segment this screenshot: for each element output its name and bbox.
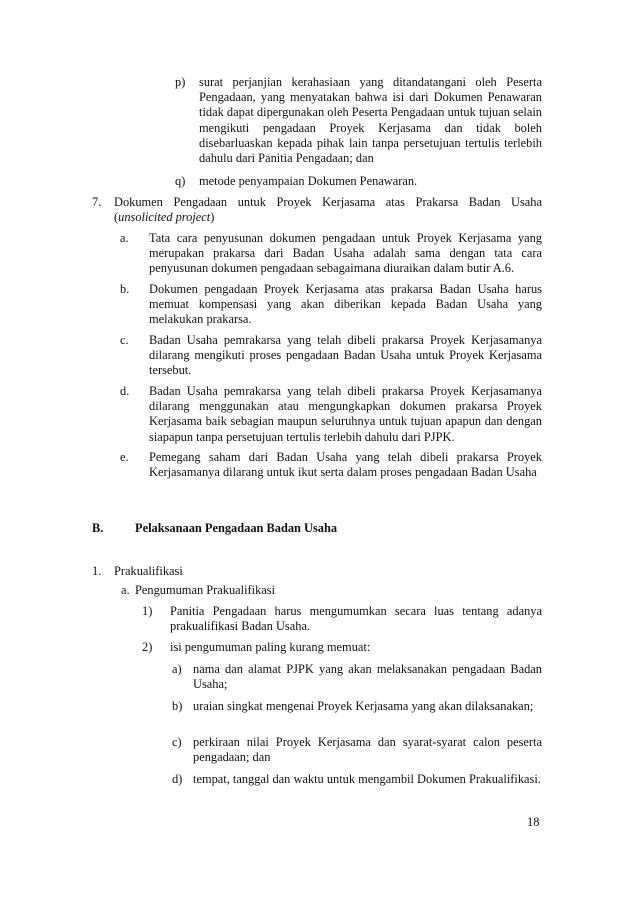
item-p-text: surat perjanjian kerahasiaan yang ditandatangani oleh Peserta Pengadaan, yang menyatakan bahwa isi dari Dokumen Penawaran tidak dapat dipergunakan oleh Peserta Pengadaan untuk tujuan selain mengikuti pengadaan Proyek Kerjasama dan tidak boleh disebarluaskan kepada pihak lain tanpa persetujuan tertulis terlebih dahulu dari Panitia Pengadaan; dan	[199, 75, 542, 166]
item-marker: d)	[172, 772, 183, 786]
section-7-item-c: Badan Usaha pemrakarsa yang telah dibeli prakarsa Proyek Kerjasamanya dilarang mengikuti proses pengadaan Badan Usaha untuk Proyek Kerjasama tersebut.	[149, 333, 542, 378]
prakualifikasi-item-1: Panitia Pengadaan harus mengumumkan secara luas tentang adanya prakualifikasi Badan Usaha.	[170, 604, 542, 634]
item-marker: c.	[120, 333, 129, 347]
item-marker: d.	[120, 384, 130, 398]
item-marker: b.	[120, 282, 130, 296]
section-7-italic-term: unsolicited project	[118, 210, 211, 224]
page-number: 18	[527, 815, 540, 829]
prakualifikasi-item-2: isi pengumuman paling kurang memuat:	[170, 640, 371, 654]
item-marker: e.	[120, 450, 129, 464]
item-marker: 1)	[142, 604, 153, 618]
item-marker: q)	[175, 174, 186, 188]
subitem-a: nama dan alamat PJPK yang akan melaksanakan pengadaan Badan Usaha;	[193, 662, 542, 692]
section-b-title: Pelaksanaan Pengadaan Badan Usaha	[135, 521, 338, 535]
section-b-marker: B.	[92, 521, 104, 535]
section-7-item-a: Tata cara penyusunan dokumen pengadaan untuk Proyek Kerjasama yang merupakan prakarsa dari Badan Usaha adalah sama dengan tata cara penyusunan dokumen pengadaan sebagaimana diuraikan dalam butir A.6.	[149, 231, 542, 276]
item-marker: b)	[172, 699, 183, 713]
item-marker: a.	[120, 231, 129, 245]
sub-a-title: Pengumuman Prakualifikasi	[135, 583, 276, 597]
item-marker: c)	[172, 735, 182, 749]
item-marker: a)	[172, 662, 182, 676]
section-7-item-d: Badan Usaha pemrakarsa yang telah dibeli prakarsa Proyek Kerjasamanya dilarang menggunakan atau mengungkapkan dokumen prakarsa Proyek Kerjasama baik sebagian maupun seluruhnya untuk tujuan apapun dan dengan siapapun tanpa persetujuan tertulis terlebih dahulu dari PJPK.	[149, 384, 542, 444]
sub-a-marker: a.	[121, 583, 130, 597]
section-7-item-b: Dokumen pengadaan Proyek Kerjasama atas prakarsa Badan Usaha harus memuat kompensasi yang akan diberikan kepada Badan Usaha yang melakukan prakarsa.	[149, 282, 542, 327]
prakualifikasi-title: Prakualifikasi	[114, 564, 183, 578]
section-7-item-e: Pemegang saham dari Badan Usaha yang telah dibeli prakarsa Proyek Kerjasamanya dilarang untuk ikut serta dalam proses pengadaan Badan Usaha	[149, 450, 542, 480]
section-7-subtitle: (unsolicited project)	[114, 210, 215, 224]
item-marker: p)	[175, 75, 186, 89]
item-marker: 2)	[142, 640, 153, 654]
subitem-b: uraian singkat mengenai Proyek Kerjasama yang akan dilaksanakan;	[193, 699, 534, 713]
section-7-title: Dokumen Pengadaan untuk Proyek Kerjasama atas Prakarsa Badan Usaha	[114, 195, 542, 209]
prakualifikasi-marker: 1.	[92, 564, 102, 578]
section-7-marker: 7.	[92, 195, 102, 209]
item-q-text: metode penyampaian Dokumen Penawaran.	[199, 174, 418, 188]
subitem-d: tempat, tanggal dan waktu untuk mengambil Dokumen Prakualifikasi.	[193, 772, 541, 786]
subitem-c: perkiraan nilai Proyek Kerjasama dan syarat-syarat calon peserta pengadaan; dan	[193, 735, 542, 765]
